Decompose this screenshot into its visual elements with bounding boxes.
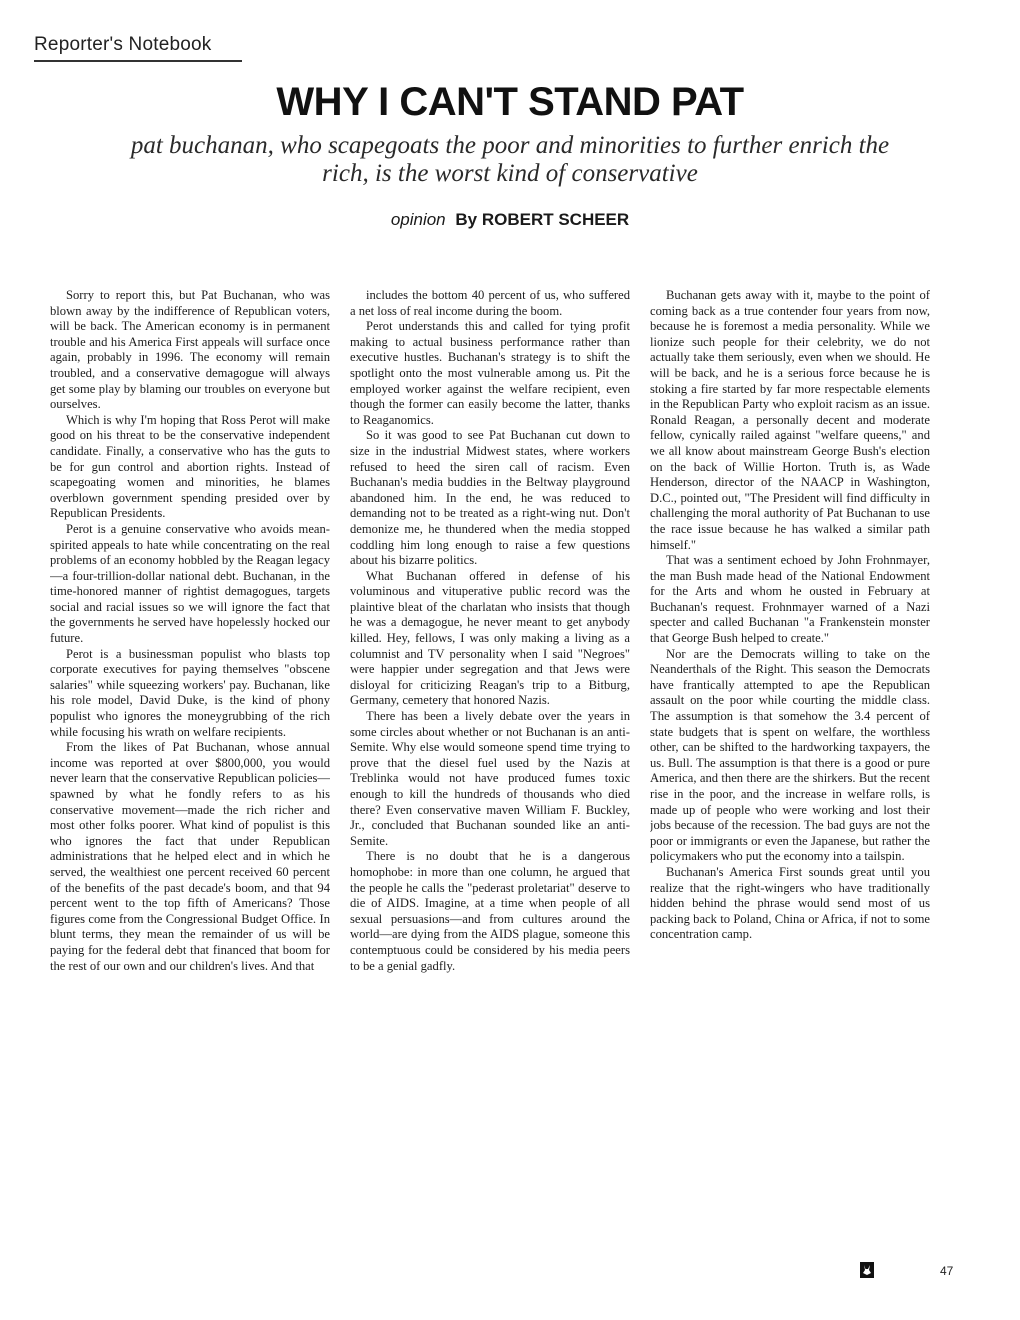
paragraph: Buchanan's America First sounds great until you realize that the right-wingers who have traditionally hidden behind the phrase would send most of us packing back to Poland, China or Africa, if not to some concentration camp. — [650, 864, 930, 942]
byline-lead: opinion — [390, 210, 446, 229]
paragraph: Sorry to report this, but Pat Buchanan, who was blown away by the indifference of Republican voters, will be back. The American economy is in permanent trouble and his America First appeals will surface once again, probably in 1996. The economy will remain troubled, and a conservative demagogue will always get some play by blaming our troubles on everyone but ourselves. — [50, 288, 330, 412]
rabbit-head-icon — [860, 1262, 874, 1278]
paragraph: There has been a lively debate over the years in some circles about whether or not Buchanan is an anti-Semite. Why else would someone spend time trying to prove that the diesel fuel used by the Nazis at Treblinka would not have produced fumes toxic enough to kill the hundreds of thousands who died there? Even conservative maven William F. Buckley, Jr., concluded that Buchanan sounded like an anti-Semite. — [350, 709, 630, 848]
paragraph: Perot understands this and called for tying profit making to actual business performance rather than executive hustles. Buchanan's strategy is to shift the spotlight onto the most vulnerable among us. Pit the employed worker against the welfare recipient, even though the former can easily become the latter, thanks to Reaganomics. — [350, 319, 630, 427]
paragraph: There is no doubt that he is a dangerous homophobe: in more than one column, he argued that the people he calls the "pederast proletariat" deserve to die of AIDS. Imagine, at a time when people of all sexual persuasions—and from cultures around the world—are dying from the AIDS plague, someone this contemptuous could be considered by his media peers to be a genial gadfly. — [350, 849, 630, 973]
page-number: 47 — [940, 1264, 954, 1278]
paragraph: Perot is a genuine conservative who avoids mean-spirited appeals to hate while concentrating on the real problems of an economy hobbled by the Reagan legacy—a four-trillion-dollar national debt. Buchanan, in the time-honored manner of rightist demagogues, targets social and racial issues so we will ignore the fact that the governments he served have hopelessly hocked our future. — [50, 521, 330, 646]
paragraph: includes the bottom 40 percent of us, who suffered a net loss of real income during the boom. — [350, 288, 630, 318]
byline-author: By ROBERT SCHEER — [455, 210, 630, 229]
paragraph: Buchanan gets away with it, maybe to the point of coming back as a true contender four years from now, because he is foremost a media personality. While we lionize such people for their celebrity, we do not actually take them seriously, even when we should. He will be back, and he is a serious force because he is stoking a fire started by far more respectable elements in the Republican Party who exploit racism as an issue. Ronald Reagan, a personally decent and moderate fellow, cynically railed against "welfare queens," and we all know about mainstream George Bush's election on the back of Willie Horton. Truth is, as Wade Henderson, director of the NAACP in Washington, D.C., pointed out, "The President will find difficulty in challenging the moral authority of Pat Buchanan to use the race issue because he has walked a similar path himself." — [650, 288, 930, 552]
article-body — [50, 288, 930, 1278]
deck-subtitle: pat buchanan, who scapegoats the poor and minorities to further enrich the rich, is the worst kind of conservative — [130, 132, 890, 187]
paragraph: That was a sentiment echoed by John Frohnmayer, the man Bush made head of the National Endowment for the Arts and whom he ousted in February at Buchanan's request. Frohnmayer warned of a Nazi specter and called Buchanan "a Frankenstein monster that George Bush helped to create." — [650, 553, 930, 646]
paragraph: From the likes of Pat Buchanan, whose annual income was reported at over $800,000, you would never learn that the conservative Republican policies—spawned by what he fondly refers to as his conservative movement—made the rich richer and most other folks poorer. What kind of populist is this who ignores the fact that under Republican administrations that he helped elect and in which he served, the wealthiest one percent received 60 percent of the benefits of the past decade's boom, and that 94 percent went to the top fifth of Americans? Those figures come from the Congressional Budget Office. In blunt terms, they mean the remainder of us will be paying for the federal debt that financed that boom for the rest of our own and our children's lives. And that — [50, 740, 330, 973]
byline — [0, 210, 1020, 230]
section-rule — [34, 60, 242, 62]
paragraph: Perot is a businessman populist who blasts top corporate executives for paying themselves "obscene salaries" while squeezing workers' pay. Buchanan, like his role model, David Duke, is the kind of phony populist who ignores the moneygrubbing of the rich while focusing his wrath on welfare recipients. — [50, 646, 330, 739]
headline: WHY I CAN'T STAND PAT — [276, 80, 744, 124]
paragraph: What Buchanan offered in defense of his voluminous and vituperative public record was the plaintive bleat of the charlatan who insists that though he was a demagogue, he never meant to get anybody killed. Hey, fellows, I was only making a living as a columnist and TV personality when I said "Negroes" were happier under segregation and that Jews were disloyal for criticizing Reagan's trip to a Bitburg, Germany, cemetery that honored Nazis. — [350, 568, 630, 708]
paragraph: So it was good to see Pat Buchanan cut down to size in the industrial Midwest states, where workers refused to heed the siren call of racism. Even Buchanan's media buddies in the Beltway playground abandoned him. In the end, he was reduced to demanding not to be treated as a right-wing nut. Don't demonize me, he thundered when the media stopped coddling him long enough to raise a few questions about his bizarre politics. — [350, 428, 630, 568]
paragraph: Which is why I'm hoping that Ross Perot will make good on his threat to be the conservative independent candidate. Finally, a conservative who has the guts to be for gun control and abortion rights. Instead of scapegoating women and minorities, he blames overblown government spending presided over by Republican Presidents. — [50, 412, 330, 521]
article-column-3 — [650, 288, 930, 1278]
paragraph: Nor are the Democrats willing to take on the Neanderthals of the Right. This season the Democrats have frantically attempted to ape the Republican assault on the poor while courting the middle class. The assumption is that somehow the 3.4 percent of state budgets that is spent on welfare, the worthless other, can be shifted to the hardworking taxpayers, the us. Bull. The assumption is that there is a good or pure America, and then there are the shirkers. But the recent rise in the poor, and the increase in welfare rolls, is made up of people who were working and lost their jobs because of the recession. The bad guys are not the poor or immigrants or even the Japanese, but rather the policymakers who put the economy into a tailspin. — [650, 646, 930, 864]
section-label: Reporter's Notebook — [34, 34, 212, 55]
article-column-2 — [350, 288, 630, 1278]
article-column-1 — [50, 288, 330, 1278]
